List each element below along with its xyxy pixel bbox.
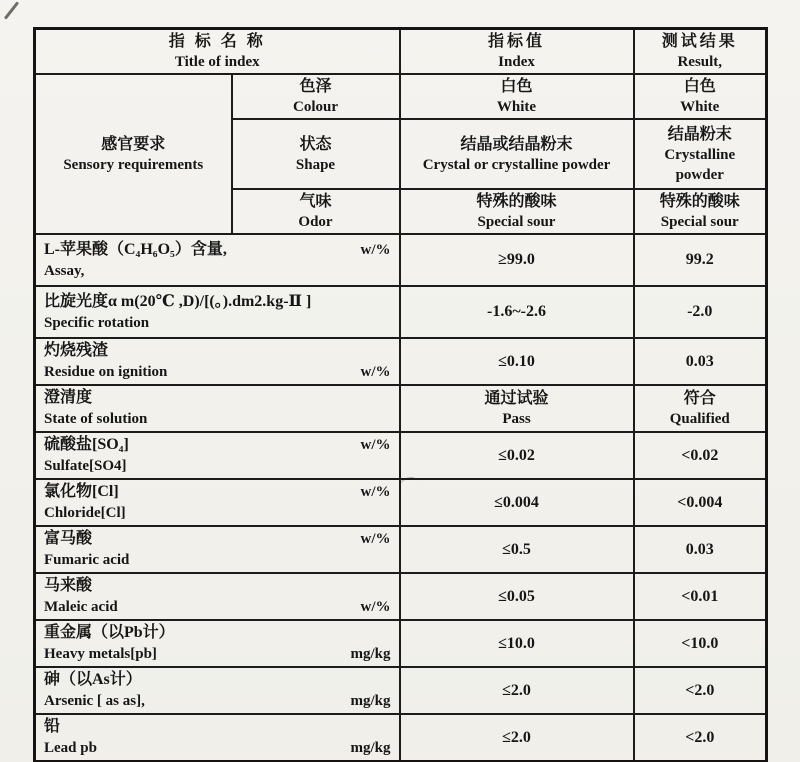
index-cell-arsenic: ≤2.0: [400, 667, 634, 714]
result-cell-heavy-metals: <10.0: [634, 620, 767, 667]
param-en: Chloride[Cl]: [44, 505, 126, 521]
param-zh: 灼烧残渣: [44, 342, 109, 359]
header-index-zh: 指标值: [488, 33, 546, 50]
row-fumaric-acid: [35, 526, 767, 573]
param-cell-fumaric: [35, 526, 400, 573]
result-cell-lead: <2.0: [634, 714, 767, 762]
param-en: Specific rotation: [44, 314, 150, 331]
table-header-row: [35, 29, 767, 75]
row-specific-rotation: [35, 286, 767, 338]
index-cell-fumaric: ≤0.5: [400, 526, 634, 573]
unit-label: w/%: [360, 241, 391, 258]
sensory-group-cell: [35, 74, 232, 234]
spec-table: [33, 27, 768, 762]
param-en: State of solution: [44, 411, 148, 427]
param-zh: 澄清度: [44, 389, 93, 406]
unit-label: w/%: [360, 484, 391, 500]
header-index-en: Index: [498, 54, 535, 70]
row-sulfate: [35, 432, 767, 479]
unit-label: mg/kg: [350, 693, 391, 709]
result-cell-assay: 99.2: [634, 234, 767, 286]
index-cell-sulfate: ≤0.02: [400, 432, 634, 479]
header-title-zh: 指 标 名 称: [168, 33, 266, 50]
header-cell-index: [400, 29, 634, 75]
unit-label: w/%: [360, 599, 391, 615]
param-en: Heavy metals[pb]: [44, 646, 157, 662]
index-cell-chloride: ≤0.004: [400, 479, 634, 526]
param-cell-arsenic: [35, 667, 400, 714]
index-cell-specific-rotation: -1.6~-2.6: [400, 286, 634, 338]
result-cell-fumaric: 0.03: [634, 526, 767, 573]
attr-cell-colour: 色泽 Colour: [232, 74, 400, 119]
param-en: Maleic acid: [44, 599, 118, 615]
result-cell-arsenic: <2.0: [634, 667, 767, 714]
row-state-of-solution: [35, 385, 767, 432]
index-cell-lead: ≤2.0: [400, 714, 634, 762]
param-zh: 马来酸: [44, 577, 93, 594]
unit-label: mg/kg: [350, 646, 391, 662]
param-cell-chloride: [35, 479, 400, 526]
param-en: Fumaric acid: [44, 552, 130, 568]
param-en: Residue on ignition: [44, 364, 168, 380]
row-maleic-acid: [35, 573, 767, 620]
result-cell-sulfate: <0.02: [634, 432, 767, 479]
result-cell-colour: 白色 White: [634, 74, 767, 119]
index-cell-maleic: ≤0.05: [400, 573, 634, 620]
header-result-zh: 测试结果: [661, 33, 738, 50]
result-cell-solution: 符合 Qualified: [634, 385, 767, 432]
param-cell-assay: [35, 234, 400, 286]
param-zh: 重金属（以Pb计）: [44, 624, 175, 641]
sensory-group-zh: 感官要求: [101, 135, 166, 153]
param-zh: 砷（以As计）: [44, 671, 142, 688]
result-cell-shape: 结晶粉末 Crystalline powder: [634, 119, 767, 189]
param-cell-lead: [35, 714, 400, 762]
row-heavy-metals: [35, 620, 767, 667]
result-cell-residue: 0.03: [634, 338, 767, 385]
row-assay: [35, 234, 767, 286]
unit-label: w/%: [360, 531, 391, 547]
attr-cell-shape: 状态 Shape: [232, 119, 400, 189]
unit-label: w/%: [360, 437, 391, 453]
param-cell-solution: [35, 385, 400, 432]
sensory-group-en: Sensory requirements: [63, 156, 204, 173]
result-cell-chloride: <0.004: [634, 479, 767, 526]
index-cell-odor: 特殊的酸味 Special sour: [400, 189, 634, 234]
unit-label: w/%: [360, 364, 391, 380]
result-cell-maleic: <0.01: [634, 573, 767, 620]
unit-label: mg/kg: [350, 740, 391, 756]
param-cell-specific-rotation: [35, 286, 400, 338]
index-cell-colour: 白色 White: [400, 74, 634, 119]
header-cell-title-of-index: [35, 29, 400, 75]
row-lead: [35, 714, 767, 762]
param-zh: 比旋光度α m(20℃ ,D)/[(。).dm2.kg-Ⅱ ]: [44, 292, 312, 310]
row-arsenic: [35, 667, 767, 714]
header-result-en: Result,: [677, 54, 723, 70]
index-cell-residue: ≤0.10: [400, 338, 634, 385]
row-residue-on-ignition: [35, 338, 767, 385]
param-cell-residue: [35, 338, 400, 385]
attr-cell-odor: 气味 Odor: [232, 189, 400, 234]
index-cell-shape: 结晶或结晶粉末 Crystal or crystalline powder: [400, 119, 634, 189]
param-zh: 富马酸: [44, 530, 93, 547]
header-cell-result: [634, 29, 767, 75]
index-cell-solution: 通过试验 Pass: [400, 385, 634, 432]
param-cell-maleic: [35, 573, 400, 620]
index-cell-heavy-metals: ≤10.0: [400, 620, 634, 667]
param-zh: 氯化物[Cl]: [44, 483, 119, 500]
row-chloride: [35, 479, 767, 526]
index-cell-assay: ≥99.0: [400, 234, 634, 286]
header-title-en: Title of index: [174, 54, 260, 70]
param-en: Arsenic [ as as],: [44, 693, 145, 709]
result-cell-odor: 特殊的酸味 Special sour: [634, 189, 767, 234]
result-cell-specific-rotation: -2.0: [634, 286, 767, 338]
param-cell-heavy-metals: [35, 620, 400, 667]
param-zh: L-苹果酸（C₄H₆O₅）含量,: [44, 240, 227, 258]
param-zh: 铅: [44, 718, 61, 735]
param-en: Lead pb: [44, 740, 97, 756]
param-cell-sulfate: [35, 432, 400, 479]
param-en: Sulfate[SO4]: [44, 458, 127, 474]
param-en: Assay,: [44, 262, 85, 279]
row-sensory-colour: [35, 74, 767, 119]
param-zh: 硫酸盐[SO₄]: [44, 436, 129, 453]
pen-stroke-mark: [4, 1, 19, 19]
